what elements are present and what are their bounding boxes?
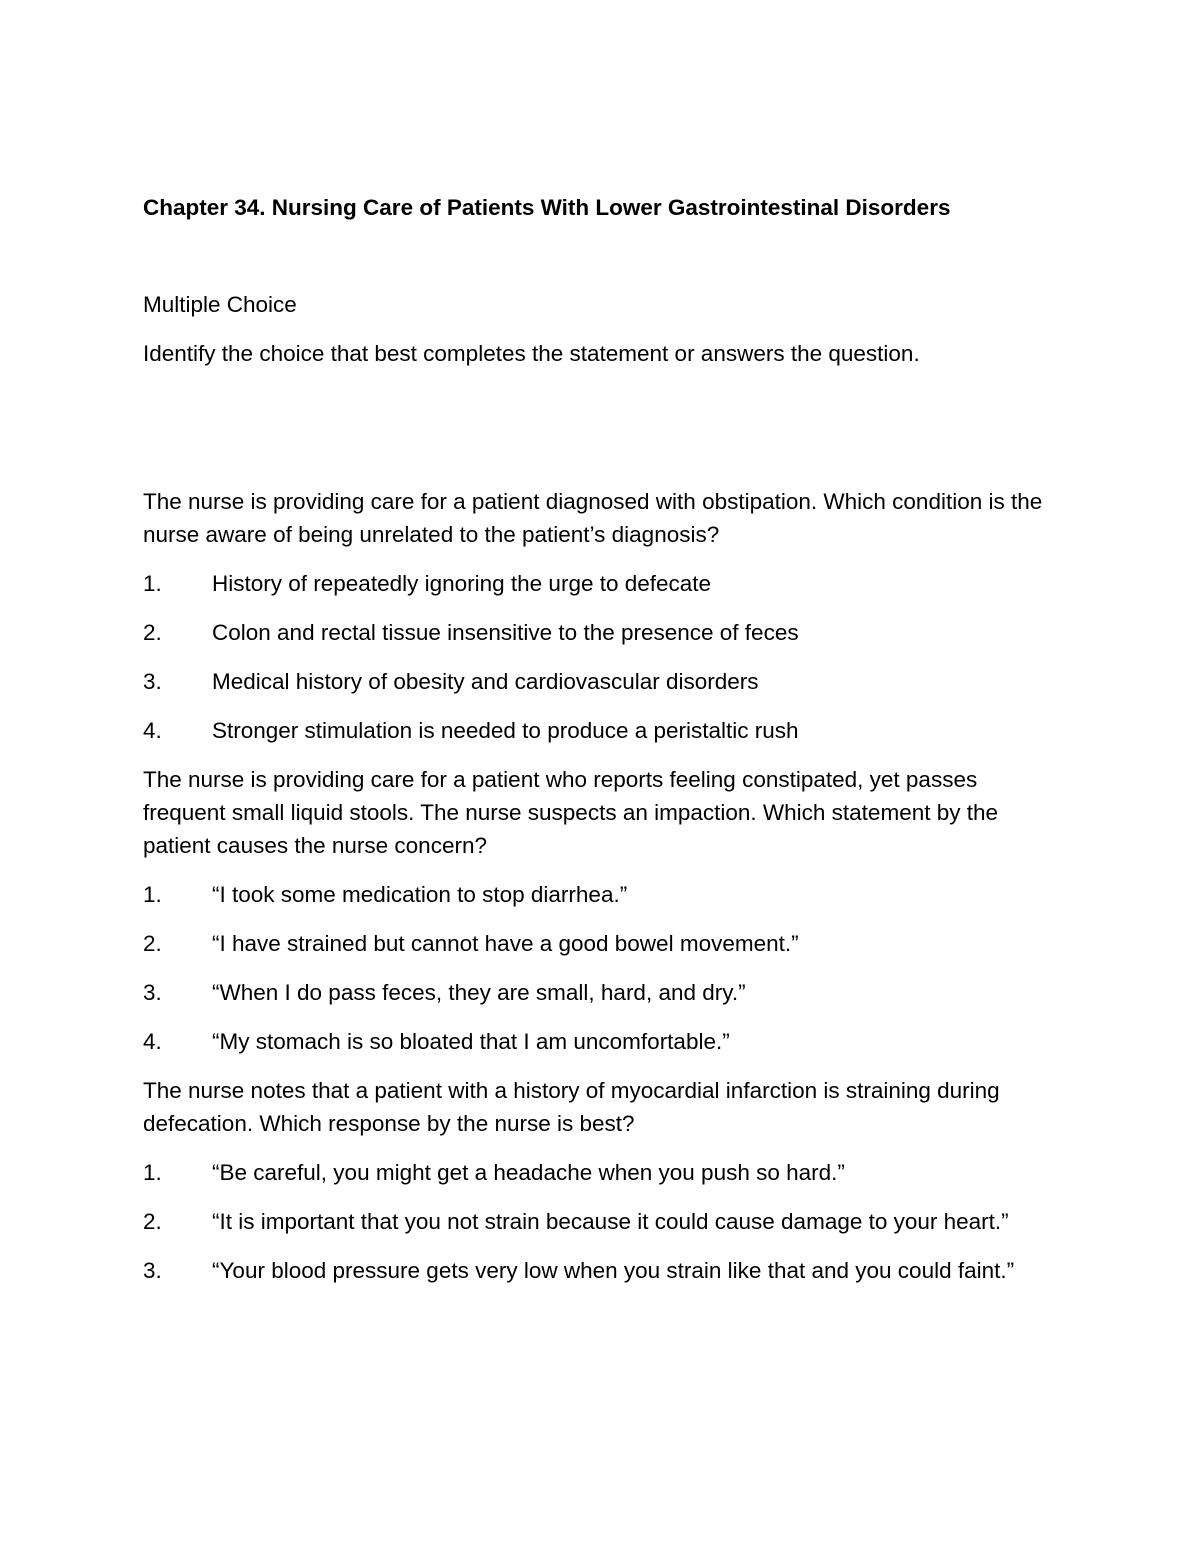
option-item bbox=[143, 714, 1063, 747]
option-text: History of repeatedly ignoring the urge to defecate bbox=[212, 571, 712, 596]
option-number: 1. bbox=[143, 882, 162, 907]
option-item bbox=[143, 567, 1063, 600]
option-number: 1. bbox=[143, 1160, 162, 1185]
option-number: 3. bbox=[143, 1258, 162, 1283]
question-1 bbox=[143, 485, 1063, 747]
option-number: 1. bbox=[143, 571, 162, 596]
option-item bbox=[143, 878, 1063, 911]
instructions-text: Identify the choice that best completes the statement or answers the question. bbox=[143, 341, 920, 366]
option-number: 3. bbox=[143, 980, 162, 1005]
question-stem: The nurse notes that a patient with a history of myocardial infarction is straining during defecation. Which response by the nurse is best? bbox=[143, 1078, 1000, 1136]
option-text: Stronger stimulation is needed to produce a peristaltic rush bbox=[212, 718, 799, 743]
option-item bbox=[143, 976, 1063, 1009]
option-number: 2. bbox=[143, 620, 162, 645]
option-text: “Be careful, you might get a headache when you push so hard.” bbox=[212, 1160, 845, 1185]
question-3 bbox=[143, 1074, 1063, 1287]
option-item bbox=[143, 1205, 1063, 1238]
option-number: 3. bbox=[143, 669, 162, 694]
option-list bbox=[143, 1156, 1063, 1287]
chapter-title: Chapter 34. Nursing Care of Patients With Lower Gastrointestinal Disorders bbox=[143, 195, 951, 220]
option-text: “My stomach is so bloated that I am uncomfortable.” bbox=[212, 1029, 730, 1054]
option-text: Medical history of obesity and cardiovascular disorders bbox=[212, 669, 759, 694]
option-number: 2. bbox=[143, 931, 162, 956]
option-number: 2. bbox=[143, 1209, 162, 1234]
option-text: “I have strained but cannot have a good bowel movement.” bbox=[212, 931, 799, 956]
option-item bbox=[143, 616, 1063, 649]
option-list bbox=[143, 567, 1063, 747]
document-content bbox=[143, 191, 1063, 1303]
option-item bbox=[143, 1156, 1063, 1189]
option-number: 4. bbox=[143, 1029, 162, 1054]
option-text: “It is important that you not strain because it could cause damage to your heart.” bbox=[212, 1209, 1009, 1234]
section-label: Multiple Choice bbox=[143, 292, 297, 317]
option-number: 4. bbox=[143, 718, 162, 743]
option-text: “When I do pass feces, they are small, hard, and dry.” bbox=[212, 980, 746, 1005]
question-stem: The nurse is providing care for a patient diagnosed with obstipation. Which condition is the nurse aware of being unrelated to the patient’s diagnosis? bbox=[143, 489, 1043, 547]
option-item bbox=[143, 1025, 1063, 1058]
option-item bbox=[143, 927, 1063, 960]
option-text: “Your blood pressure gets very low when you strain like that and you could faint.” bbox=[212, 1258, 1015, 1283]
question-stem: The nurse is providing care for a patient who reports feeling constipated, yet passes frequent small liquid stools. The nurse suspects an impaction. Which statement by the patient causes the nurse concern? bbox=[143, 767, 999, 858]
question-2 bbox=[143, 763, 1063, 1058]
option-item bbox=[143, 1254, 1063, 1287]
option-item bbox=[143, 665, 1063, 698]
option-list bbox=[143, 878, 1063, 1058]
option-text: “I took some medication to stop diarrhea.” bbox=[212, 882, 628, 907]
option-text: Colon and rectal tissue insensitive to the presence of feces bbox=[212, 620, 799, 645]
